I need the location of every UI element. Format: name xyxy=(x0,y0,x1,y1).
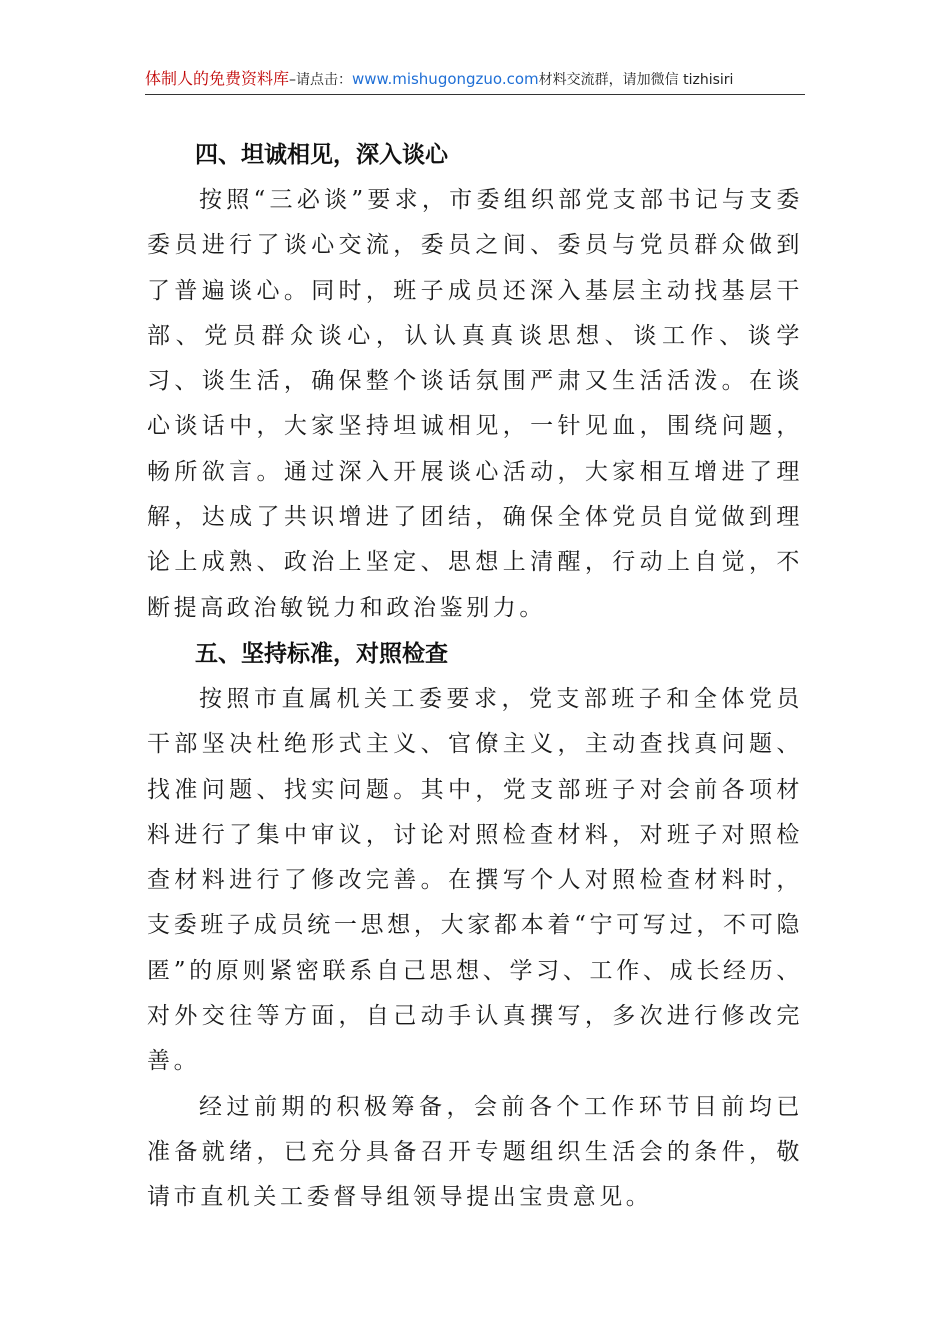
document-body xyxy=(147,132,803,1221)
body-paragraph: 按照“三必谈”要求，市委组织部党支部书记与支委委员进行了谈心交流，委员之间、委员与党员群众做到了普遍谈心。同时，班子成员还深入基层主动找基层干部、党员群众谈心，认认真真谈思想、谈工作、谈学习、谈生活，确保整个谈话氛围严肃又生活活泼。在谈心谈话中，大家坚持坦诚相见，一针见血，围绕问题，畅所欲言。通过深入开展谈心活动，大家相互增进了理解，达成了共识增进了团结，确保全体党员自觉做到理论上成熟、政治上坚定、思想上清醒，行动上自觉，不断提高政治敏锐力和政治鉴别力。 xyxy=(147,187,803,621)
section-heading: 四、坦诚相见，深入谈心 xyxy=(195,142,448,168)
header-separator: –请点击： xyxy=(289,72,353,88)
header-brand: 体制人的免费资料库 xyxy=(145,69,290,88)
document-header xyxy=(145,66,805,95)
body-paragraph: 经过前期的积极筹备，会前各个工作环节目前均已准备就绪，已充分具备召开专题组织生活会的条件，敬请市直机关工委督导组领导提出宝贵意见。 xyxy=(147,1093,803,1211)
header-link[interactable]: www.mishugongzuo.com xyxy=(352,70,539,88)
header-contact: 材料交流群，请加微信 tizhisiri xyxy=(538,72,734,88)
section-heading: 五、坚持标准，对照检查 xyxy=(195,640,448,667)
body-paragraph: 按照市直属机关工委要求，党支部班子和全体党员干部坚决杜绝形式主义、官僚主义，主动查找真问题、找准问题、找实问题。其中，党支部班子对会前各项材料进行了集中审议，讨论对照检查材料，对班子对照检查材料进行了修改完善。在撰写个人对照检查材料时，支委班子成员统一思想，大家都本着“宁可写过，不可隐匿”的原则紧密联系自己思想、学习、工作、成长经历、对外交往等方面，自己动手认真撰写，多次进行修改完善。 xyxy=(147,685,803,1075)
